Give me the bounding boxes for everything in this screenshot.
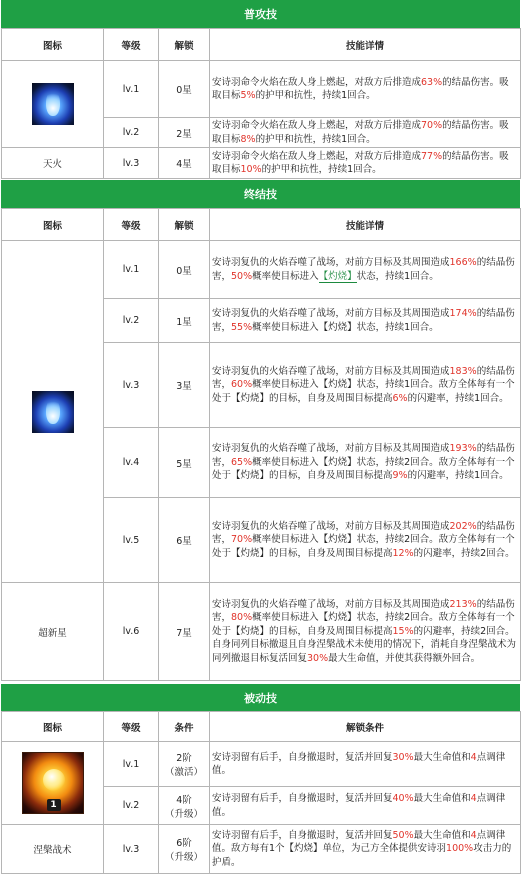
value-highlight: 40% <box>392 793 414 804</box>
description-text: 攻击力的护盾。 <box>212 843 512 868</box>
unlock-cell: 0星 <box>159 241 210 299</box>
detail-cell <box>210 148 521 179</box>
level-cell: lv.6 <box>104 583 159 681</box>
description-text: 的结晶伤害。吸取目标 <box>212 150 509 175</box>
description-text: 的闪避率，持续1回合。 <box>407 392 509 404</box>
description-text: 安诗羽命令火焰在敌人身上燃起，对敌方后排造成 <box>212 76 422 88</box>
level-cell: lv.1 <box>104 61 159 118</box>
condition-cell <box>159 825 210 874</box>
detail-cell <box>210 498 521 583</box>
condition-tier: 2阶 <box>176 753 192 764</box>
level-cell: lv.1 <box>104 742 159 787</box>
detail-cell <box>210 343 521 428</box>
condition-note: （升级） <box>164 808 203 820</box>
description-text: 点调律值。 <box>212 793 506 818</box>
description-text: 的护甲和抗性，持续1回合。 <box>255 133 376 145</box>
value-highlight: 5% <box>240 90 256 101</box>
description-text: 安诗羽复仇的火焰吞噬了战场，对前方目标及其周围造成 <box>212 257 450 268</box>
level-cell: lv.3 <box>104 825 159 874</box>
header-level: 等级 <box>104 209 159 241</box>
header-detail: 技能详情 <box>210 209 521 241</box>
description-text: 最大生命值和 <box>413 829 471 841</box>
condition-note: （激活） <box>164 767 203 778</box>
description-text: 安诗羽复仇的火焰吞噬了战场，对前方目标及其周围造成 <box>212 443 450 455</box>
description-text: 安诗羽复仇的火焰吞噬了战场，对前方目标及其周围造成 <box>212 365 450 377</box>
description-text: 概率使目标进入 <box>252 270 319 282</box>
icon-badge: 1 <box>47 799 61 811</box>
unlock-cell: 6星 <box>159 498 210 583</box>
icon-name: 涅槃战术 <box>2 825 104 874</box>
header-condition: 条件 <box>159 712 210 742</box>
header-unlock-condition: 解锁条件 <box>210 712 521 742</box>
detail-cell <box>210 241 521 299</box>
attack-skill-table <box>1 28 521 179</box>
description-text: 的结晶伤害。吸取目标 <box>212 76 509 101</box>
description-text: 概率使目标进入【灼烧】状态，持续2回合。敌方全体每有一个处于【灼烧】的目标，自身及周围目标提高 <box>212 456 515 482</box>
description-text: 最大生命值和 <box>413 793 471 804</box>
detail-cell <box>210 825 521 874</box>
description-text: 点调律值。 <box>212 751 506 776</box>
description-text: 的结晶伤害， <box>212 598 515 624</box>
table-row <box>2 241 521 299</box>
description-text: 的结晶伤害， <box>212 365 515 391</box>
detail-cell <box>210 583 521 681</box>
ultimate-skill-table <box>1 208 521 681</box>
level-cell: lv.3 <box>104 148 159 179</box>
value-highlight: 50% <box>392 829 414 841</box>
description-text: 的护甲和抗性，持续1回合。 <box>255 90 376 101</box>
description-text: 概率使目标进入【灼烧】状态，持续1回合。敌方全体每有一个处于【灼烧】的目标，自身及周围目标提高 <box>212 379 515 404</box>
value-highlight: 30% <box>392 751 414 763</box>
unlock-cell: 0星 <box>159 61 210 118</box>
level-cell: lv.2 <box>104 118 159 148</box>
description-text: 安诗羽复仇的火焰吞噬了战场，对前方目标及其周围造成 <box>212 308 450 319</box>
value-highlight: 174% <box>449 308 477 319</box>
value-highlight: 9% <box>392 470 408 482</box>
unlock-cell: 3星 <box>159 343 210 428</box>
description-text: 安诗羽复仇的火焰吞噬了战场，对前方目标及其周围造成 <box>212 598 450 610</box>
description-text: 的闪避率，持续1回合。 <box>407 470 509 482</box>
detail-cell <box>210 299 521 343</box>
condition-cell <box>159 787 210 825</box>
value-highlight: 4 <box>470 793 477 804</box>
header-unlock: 解锁 <box>159 29 210 61</box>
table-row <box>2 61 521 118</box>
condition-tier: 6阶 <box>176 838 192 849</box>
description-text: 最大生命值和 <box>413 751 471 763</box>
description-text: 的闪避率，持续2回合。 <box>413 547 515 559</box>
level-cell: lv.4 <box>104 428 159 498</box>
description-text: 概率使目标进入【灼烧】状态，持续2回合。敌方全体每有一个处于【灼烧】的目标，自身及周围目标提高 <box>212 534 515 559</box>
value-highlight: 77% <box>421 150 443 162</box>
detail-cell <box>210 742 521 787</box>
value-highlight: 6% <box>392 392 408 404</box>
description-text: 安诗羽留有后手，自身撤退时，复活并回复 <box>212 751 393 763</box>
detail-cell <box>210 118 521 148</box>
value-highlight: 70% <box>421 120 443 131</box>
unlock-cell: 5星 <box>159 428 210 498</box>
description-text: 安诗羽命令火焰在敌人身上燃起，对敌方后排造成 <box>212 150 422 162</box>
detail-cell <box>210 61 521 118</box>
description-text: 概率使目标进入【灼烧】状态，持续1回合。 <box>252 321 439 333</box>
status-keyword: 【灼烧】 <box>318 270 357 282</box>
icon-cell <box>2 742 104 825</box>
value-highlight: 202% <box>449 520 477 532</box>
description-text: 安诗羽命令火焰在敌人身上燃起，对敌方后排造成 <box>212 120 422 131</box>
header-icon: 图标 <box>2 209 104 241</box>
blue-flame-icon <box>32 83 74 125</box>
detail-cell <box>210 428 521 498</box>
blue-flame-icon <box>32 391 74 433</box>
value-highlight: 30% <box>307 652 329 664</box>
header-unlock: 解锁 <box>159 209 210 241</box>
value-highlight: 15% <box>392 625 414 637</box>
value-highlight: 100% <box>446 843 474 855</box>
value-highlight: 193% <box>449 443 477 455</box>
header-level: 等级 <box>104 712 159 742</box>
level-cell: lv.1 <box>104 241 159 299</box>
icon-cell <box>2 61 104 148</box>
value-highlight: 55% <box>231 321 253 333</box>
description-text: 安诗羽留有后手，自身撤退时，复活并回复 <box>212 829 393 841</box>
description-text: 最大生命值，并使其获得额外回合。 <box>328 652 481 664</box>
value-highlight: 12% <box>392 547 414 559</box>
description-text: 安诗羽留有后手，自身撤退时，复活并回复 <box>212 793 393 804</box>
description-text: 的结晶伤害， <box>212 308 515 333</box>
unlock-cell: 4星 <box>159 148 210 179</box>
header-icon: 图标 <box>2 29 104 61</box>
header-icon: 图标 <box>2 712 104 742</box>
level-cell: lv.3 <box>104 343 159 428</box>
passive-skill-table <box>1 711 521 874</box>
table-row <box>2 148 521 179</box>
table-row <box>2 825 521 874</box>
value-highlight: 4 <box>470 751 477 763</box>
condition-cell <box>159 742 210 787</box>
description-text: 的护甲和抗性，持续1回合。 <box>261 164 382 175</box>
level-cell: lv.2 <box>104 299 159 343</box>
value-highlight: 50% <box>231 270 253 282</box>
icon-name: 天火 <box>2 148 104 179</box>
value-highlight: 80% <box>231 612 253 624</box>
description-text: 的结晶伤害， <box>212 520 515 546</box>
header-level: 等级 <box>104 29 159 61</box>
value-highlight: 65% <box>231 456 253 468</box>
level-cell: lv.5 <box>104 498 159 583</box>
table-row <box>2 742 521 787</box>
golden-orb-icon <box>22 752 84 814</box>
unlock-cell: 1星 <box>159 299 210 343</box>
level-cell: lv.2 <box>104 787 159 825</box>
value-highlight: 166% <box>449 257 477 268</box>
section-title-ultimate: 终结技 <box>1 180 520 208</box>
value-highlight: 213% <box>449 598 477 610</box>
table-row <box>2 583 521 681</box>
description-text: 点调律值。敌方每有1个【灼烧】单位，为己方全体提供安诗羽 <box>212 829 506 855</box>
condition-note: （升级） <box>164 852 203 863</box>
value-highlight: 60% <box>231 379 253 391</box>
description-text: 的结晶伤害， <box>212 443 515 468</box>
description-text: 的结晶伤害。吸取目标 <box>212 120 509 145</box>
section-title-attack: 普攻技 <box>1 0 520 28</box>
unlock-cell: 7星 <box>159 583 210 681</box>
header-detail: 技能详情 <box>210 29 521 61</box>
icon-name: 超新星 <box>2 583 104 681</box>
value-highlight: 8% <box>240 133 256 145</box>
description-text: 的闪避率，持续2回合。自身同列目标撤退且自身涅槃战术未使用的情况下，消耗自身涅槃战术为同列撤退目标复活回复 <box>212 625 517 664</box>
value-highlight: 10% <box>240 164 262 175</box>
section-title-passive: 被动技 <box>1 684 520 711</box>
description-text: 安诗羽复仇的火焰吞噬了战场，对前方目标及其周围造成 <box>212 520 450 532</box>
value-highlight: 4 <box>470 829 477 841</box>
value-highlight: 63% <box>421 76 443 88</box>
detail-cell <box>210 787 521 825</box>
value-highlight: 70% <box>231 534 253 546</box>
icon-cell <box>2 241 104 583</box>
description-text: 概率使目标进入【灼烧】状态，持续2回合。敌方全体每有一个处于【灼烧】的目标，自身及周围目标提高 <box>212 612 515 637</box>
description-text: 的结晶伤害， <box>212 257 515 282</box>
value-highlight: 183% <box>449 365 477 377</box>
description-text: 状态，持续1回合。 <box>356 270 439 282</box>
unlock-cell: 2星 <box>159 118 210 148</box>
condition-tier: 4阶 <box>176 794 192 806</box>
